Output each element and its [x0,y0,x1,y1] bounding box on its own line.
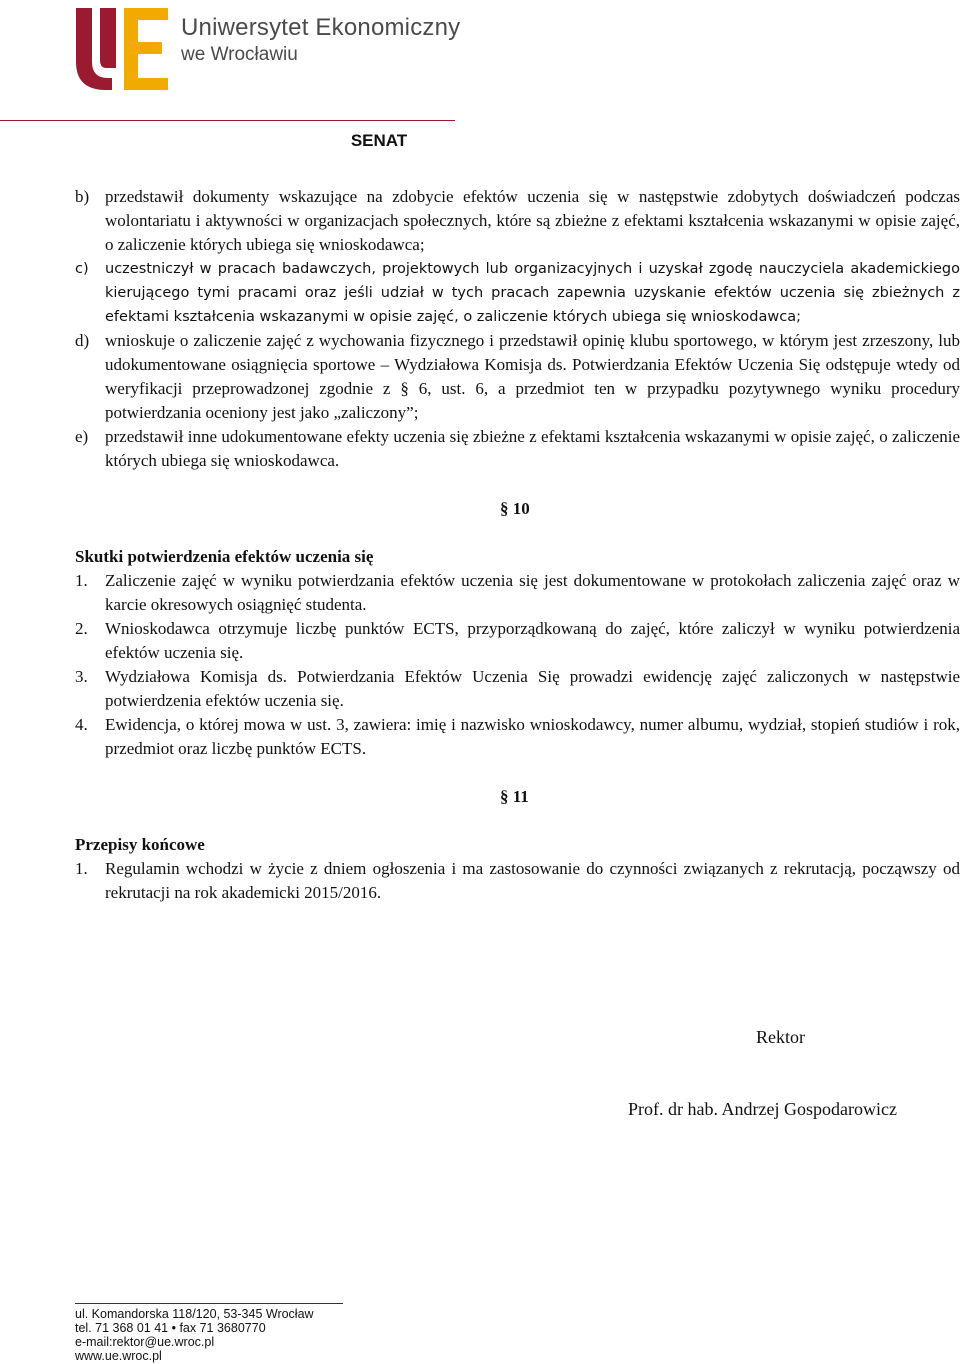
list-text: Ewidencja, o której mowa w ust. 3, zawiera: imię i nazwisko wnioskodawcy, numer albumu, wydział, stopień studiów i rok, przedmiot oraz liczbę punktów ECTS. [105,715,960,758]
university-name: Uniwersytet Ekonomiczny [181,14,461,41]
list-text: przedstawił inne udokumentowane efekty uczenia się zbieżne z efektami kształcenia wskazanymi w opisie zajęć, o zaliczenie których ubiega się wnioskodawca. [105,427,960,470]
list-label: 3. [75,667,88,686]
list-text: Wydziałowa Komisja ds. Potwierdzania Efektów Uczenia Się prowadzi ewidencję zajęć zaliczonych w następstwie potwierdzenia efektów uczenia się. [105,667,960,710]
list-text: Wnioskodawca otrzymuje liczbę punktów ECTS, przyporządkowaną do zajęć, które zaliczył w wyniku potwierdzenia efektów uczenia się. [105,619,960,662]
signature-name: Prof. dr hab. Andrzej Gospodarowicz [628,1099,897,1119]
list-item [75,617,960,665]
footer-email: e-mail:rektor@ue.wroc.pl [75,1335,215,1349]
list-label: c) [75,261,89,277]
signature-role: Rektor [756,1027,805,1047]
list-label: e) [75,427,89,446]
footer [75,1307,314,1363]
section-title: Skutki potwierdzenia efektów uczenia się [75,547,374,566]
list-text: przedstawił dokumenty wskazujące na zdobycie efektów uczenia się w następstwie zdobytych doświadczeń podczas wolontariatu i aktywności w organizacjach społecznych, które są zbieżne z efektami kształcenia wskazanymi w opisie zajęć, o zaliczenie których ubiega się wnioskodawca; [105,187,960,254]
list-item [75,857,960,905]
list-label: 4. [75,715,88,734]
header-divider [0,120,455,121]
list-label: 1. [75,859,88,878]
list-label: d) [75,331,90,350]
list-label: 1. [75,571,88,590]
list-text: uczestniczył w pracach badawczych, projektowych lub organizacyjnych i uzyskał zgodę nauczyciela akademickiego kierującego tymi pracami oraz jeśli udział w tych pracach zapewnia uzyskanie efektów uczenia się zbieżnych z efektami kształcenia wskazanymi w opisie zajęć, o zaliczenie których ubiega się wnioskodawca; [105,261,960,325]
university-logo-icon [72,4,172,92]
section-title: Przepisy końcowe [75,835,205,854]
list-item-b [75,185,960,257]
document-body [75,185,960,905]
list-item [75,665,960,713]
footer-divider [75,1303,343,1304]
list-item-d [75,329,960,425]
unit-title: SENAT [350,131,408,150]
list-item [75,569,960,617]
footer-address: ul. Komandorska 118/120, 53-345 Wrocław [75,1307,314,1321]
letterhead [0,0,960,160]
list-item-c [75,257,960,329]
footer-phone: tel. 71 368 01 41 • fax 71 3680770 [75,1321,266,1335]
list-text: Regulamin wchodzi w życie z dniem ogłoszenia i ma zastosowanie do czynności związanych z rekrutacją, począwszy od rekrutacji na rok akademicki 2015/2016. [105,859,960,902]
paragraph-number: § 11 [500,787,529,806]
paragraph-number: § 10 [500,499,530,518]
footer-website: www.ue.wroc.pl [75,1349,162,1363]
list-text: Zaliczenie zajęć w wyniku potwierdzania efektów uczenia się jest dokumentowane w protokołach zaliczenia zajęć oraz w karcie okresowych osiągnięć studenta. [105,571,960,614]
list-label: 2. [75,619,88,638]
university-city: we Wrocławiu [181,44,298,65]
list-text: wnioskuje o zaliczenie zajęć z wychowania fizycznego i przedstawił opinię klubu sportowego, w którym jest zrzeszony, lub udokumentowane osiągnięcia sportowe – Wydziałowa Komisja ds. Potwierdzania Efektów Uczenia Się odstępuje wtedy od weryfikacji przeprowadzonej zgodnie z § 6, ust. 6, a przedmiot ten w przypadku pozytywnego wyniku procedury potwierdzania oceniony jest jako „zaliczony”; [105,331,960,422]
list-item [75,713,960,761]
list-item-e [75,425,960,473]
list-label: b) [75,187,90,206]
paragraph-10-heading [75,497,960,521]
paragraph-11-heading [75,785,960,809]
